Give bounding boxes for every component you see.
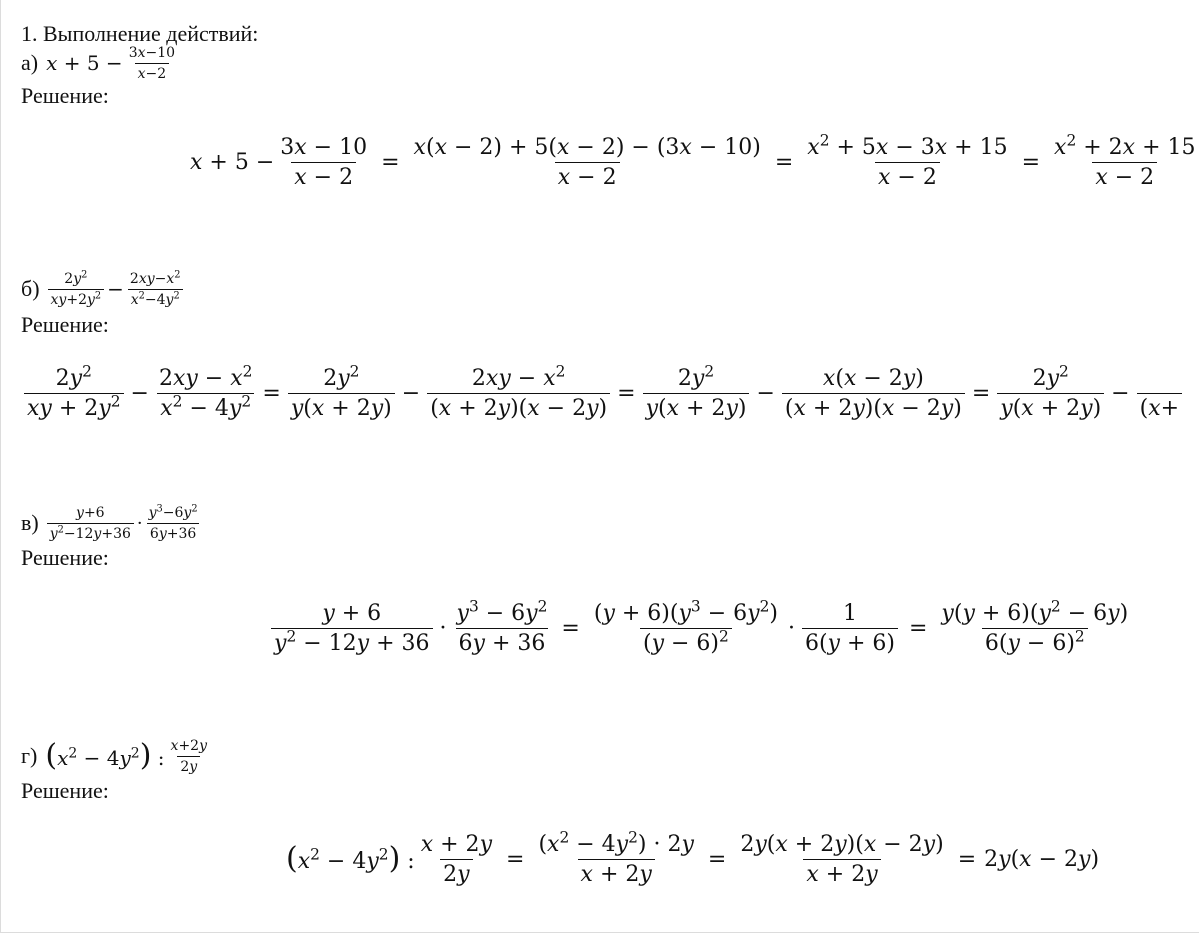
problem-c-label: в) [21,510,39,535]
problem-d-task: г) $(x^2 - 4y^2)$ : $\frac{x+2y}{2y}$ [21,737,208,775]
solution-b: $\frac{2y^2}{xy + 2y^2}$ − $\frac{2xy - x^2}{x^2 - 4y^2}$ = $\frac{2y^2}{y(x + 2y)}$ − $\frac{2xy - x^2}{(x + 2y)(x - 2y)}$ = $\frac{2y^2}{y(x + 2y)}$ − $\frac{x(x - 2y)}{(x + 2y)(x - 2y)}$ = $\frac{2y^2}{y(x + 2y)}$ − (x+ [21,360,1200,426]
solution-c: $\frac{y + 6}{y^2 - 12y + 36}$ · $\frac{y^3 - 6y^2}{6y + 36}$ = $\frac{(y + 6)(y^3 - 6y^2)}{(y - 6)^2}$ · $\frac{1}{6(y + 6)}$ = $\frac{y(y + 6)(y^2 - 6y)}{6(y - 6)^2}$ [268,594,1134,662]
solution-label-d: Решение: [21,778,109,803]
page-title: 1. Выполнение действий: [21,21,259,46]
problem-a-label: а) [21,50,39,75]
problem-a-task: а) x + 5 − $\frac{3x-10}{x-2}$ [21,44,176,82]
problem-b-task: б) $\frac{2y^2}{xy+2y^2}$ − $\frac{2xy-x^2}{x^2-4y^2}$ [21,270,187,308]
solution-label-c: Решение: [21,545,109,570]
problem-d-label: г) [21,743,38,768]
solution-d: $(x^2 - 4y^2)$ : $\frac{x + 2y}{2y}$ = $\frac{(x^2 - 4y^2) \cdot 2y}{x + 2y}$ = $\frac{2y(x + 2y)(x - 2y)}{x + 2y}$ = 2y(x − 2y) [286,828,1100,887]
solution-a: x + 5 − $\frac{3x - 10}{x - 2}$ = $\frac{x(x - 2) + 5(x - 2) - (3x - 10)}{x - 2}$ = $\frac{x^2 + 5x - 3x + 15}{x - 2}$ = $\frac{x^2 + 2x + 15}{x - 2}$ [190,131,1196,190]
problem-b-label: б) [21,276,40,301]
solution-label-a: Решение: [21,83,109,108]
problem-c-task: в) $\frac{y+6}{y^2-12y+36}$ · $\frac{y^3-6y^2}{6y+36}$ [21,502,198,542]
solution-label-b: Решение: [21,312,109,337]
